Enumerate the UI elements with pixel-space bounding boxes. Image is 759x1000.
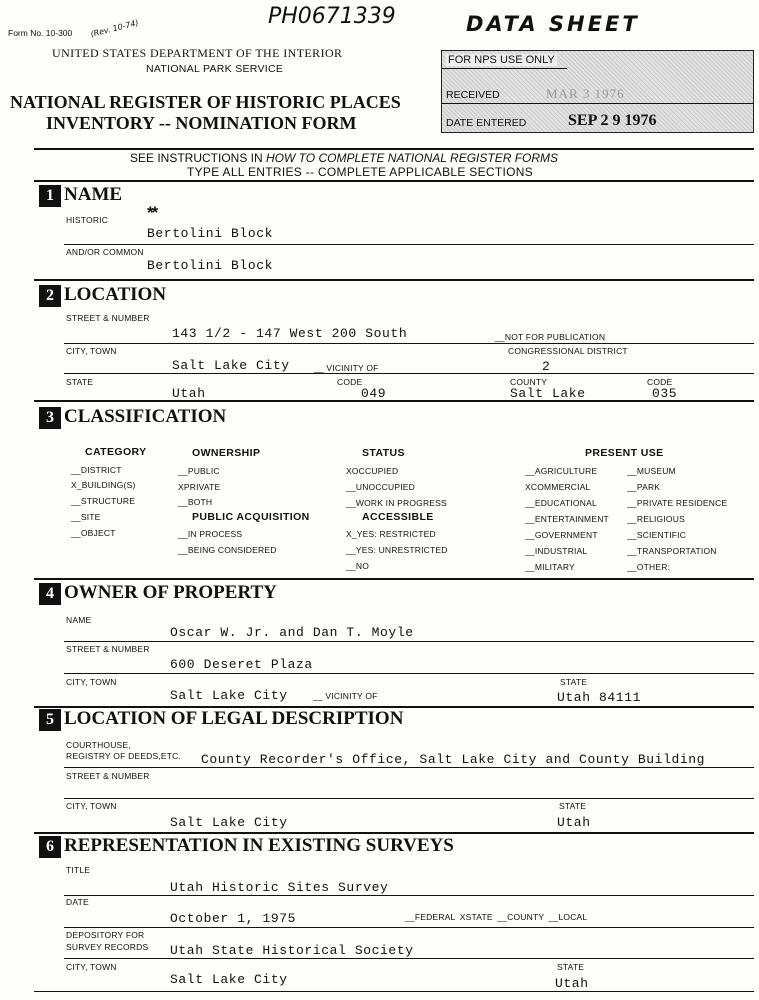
section-1-number: 1 [39,185,61,207]
date-entered-label: DATE ENTERED [446,117,527,129]
ownership-option[interactable]: __PUBLIC [178,466,220,476]
owner-street-rule [64,673,754,674]
section-3-title: CLASSIFICATION [64,406,227,427]
bottom-rule [34,991,754,992]
ownership-option[interactable]: XPRIVATE [178,482,221,492]
owner-street-label: STREET & NUMBER [66,644,150,654]
section-2-number: 2 [39,285,61,307]
owner-vicinity-of: __ VICINITY OF [313,691,378,701]
legal-street-label: STREET & NUMBER [66,771,150,781]
historic-name-value: Bertolini Block [147,226,274,241]
section-6-number: 6 [39,836,61,858]
owner-state-value: Utah 84111 [557,690,642,705]
category-option[interactable]: __SITE [71,512,101,522]
instructions-line1 [130,151,558,165]
survey-date-rule [64,927,754,928]
depository-rule [64,958,754,959]
registry-label: REGISTRY OF DEEDS,ETC. [66,751,182,761]
present-use-option[interactable]: __GOVERNMENT [525,530,598,540]
vicinity-of: __ VICINITY OF [314,363,379,373]
congressional-district-label: CONGRESSIONAL DISTRICT [508,346,628,356]
received-label: RECEIVED [446,89,500,101]
legal-state-value: Utah [557,815,591,830]
form-revision: (Rev. 10-74) [89,18,140,39]
section-6-top-rule [34,832,754,834]
accessible-option[interactable]: __YES: UNRESTRICTED [346,545,448,555]
historic-rule [64,244,754,245]
depository-value: Utah State Historical Society [170,943,414,958]
owner-name-label: NAME [66,615,92,625]
instructions-line2: TYPE ALL ENTRIES -- COMPLETE APPLICABLE SECTIONS [187,165,534,179]
section-6-title: REPRESENTATION IN EXISTING SURVEYS [64,835,454,856]
legal-street-rule [64,798,754,799]
received-rule [442,103,754,104]
instructions-guide-title: HOW TO COMPLETE NATIONAL REGISTER FORMS [266,151,559,165]
present-use-option[interactable]: __INDUSTRIAL [525,546,588,556]
county-code-label: CODE [647,377,673,387]
handwritten-title: DATA SHEET [466,12,640,36]
instructions-prefix: SEE INSTRUCTIONS IN [130,151,267,165]
legal-state-label: STATE [559,801,587,811]
instructions-bottom-rule [34,180,754,182]
code-label: CODE [337,377,363,387]
common-name-value: Bertolini Block [147,258,274,273]
common-name-label: AND/OR COMMON [66,247,144,257]
handwritten-id: PH0671339 [268,4,396,29]
owner-city-value: Salt Lake City [170,688,288,703]
status-option[interactable]: __WORK IN PROGRESS [346,498,447,508]
city-town-value: Salt Lake City [172,358,290,373]
registry-rule [64,767,754,768]
present-use-option[interactable]: __SCIENTIFIC [627,530,687,540]
status-option[interactable]: XOCCUPIED [346,466,399,476]
received-date: MAR 3 1976 [546,86,625,101]
ownership-option[interactable]: __BOTH [178,497,213,507]
section-4-title: OWNER OF PROPERTY [64,582,277,603]
present-use-option[interactable]: __MUSEUM [627,466,676,476]
section-3-top-rule [34,400,754,402]
street-rule [64,343,754,344]
present-use-option[interactable]: XCOMMERCIAL [525,482,591,492]
survey-city-label: CITY, TOWN [66,962,117,972]
section-4-top-rule [34,578,754,580]
courthouse-label: COURTHOUSE, [66,740,131,750]
survey-level-options[interactable]: __FEDERAL XSTATE __COUNTY __LOCAL [405,912,588,922]
acquisition-option[interactable]: __BEING CONSIDERED [178,545,277,555]
survey-title-label: TITLE [66,865,91,875]
present-use-option[interactable]: __PARK [627,482,661,492]
county-code-value: 035 [652,386,678,401]
survey-title-rule [64,895,754,896]
department-name: UNITED STATES DEPARTMENT OF THE INTERIOR [52,46,343,60]
owner-city-label: CITY, TOWN [66,677,117,687]
service-name: NATIONAL PARK SERVICE [146,63,284,75]
instructions-top-rule [34,148,754,150]
acquisition-option[interactable]: __IN PROCESS [178,529,243,539]
street-number-value: 143 1/2 - 147 West 200 South [172,326,408,341]
present-use-option[interactable]: __RELIGIOUS [627,514,685,524]
present-use-option[interactable]: __PRIVATE RESIDENCE [627,498,728,508]
survey-records-label: SURVEY RECORDS [66,942,149,952]
city-town-label: CITY, TOWN [66,346,117,356]
form-number: Form No. 10-300 [8,28,73,38]
present-use-option[interactable]: __MILITARY [525,562,575,572]
historic-mark: ** [147,203,157,222]
present-use-option[interactable]: __AGRICULTURE [525,466,598,476]
ownership-heading: OWNERSHIP [192,447,261,459]
survey-date-value: October 1, 1975 [170,911,297,926]
survey-city-value: Salt Lake City [170,972,288,987]
section-5-title: LOCATION OF LEGAL DESCRIPTION [64,708,404,729]
accessible-heading: ACCESSIBLE [362,511,434,523]
present-use-option[interactable]: __ENTERTAINMENT [525,514,609,524]
survey-date-label: DATE [66,897,89,907]
state-value: Utah [172,386,206,401]
category-option[interactable]: __DISTRICT [71,465,122,475]
present-use-option[interactable]: __EDUCATIONAL [525,498,597,508]
congressional-district-value: 2 [542,359,551,374]
section-5-number: 5 [39,709,61,731]
city-rule [64,373,754,374]
not-for-publication: __NOT FOR PUBLICATION [495,332,606,342]
state-code-value: 049 [361,386,387,401]
present-use-option[interactable]: __TRANSPORTATION [627,546,717,556]
survey-title-value: Utah Historic Sites Survey [170,880,389,895]
section-2-top-rule [34,279,754,281]
category-option[interactable]: __STRUCTURE [71,496,136,506]
status-option[interactable]: __UNOCCUPIED [346,482,415,492]
survey-state-value: Utah [555,976,589,991]
section-2-title: LOCATION [64,284,167,305]
date-entered-value: SEP 2 9 1976 [568,112,657,129]
owner-street-value: 600 Deseret Plaza [170,657,313,672]
accessible-option[interactable]: __NO [346,561,370,571]
public-acquisition-heading: PUBLIC ACQUISITION [192,511,310,523]
accessible-option[interactable]: X_YES: RESTRICTED [346,529,436,539]
category-option[interactable]: X_BUILDING(S) [71,480,136,490]
owner-name-value: Oscar W. Jr. and Dan T. Moyle [170,625,414,640]
depository-label: DEPOSITORY FOR [66,930,145,940]
county-value: Salt Lake [510,386,586,401]
legal-city-value: Salt Lake City [170,815,288,830]
present-use-heading: PRESENT USE [585,447,664,459]
legal-city-label: CITY, TOWN [66,801,117,811]
owner-name-rule [64,641,754,642]
section-1-title: NAME [64,184,123,205]
form-title-line1: NATIONAL REGISTER OF HISTORIC PLACES [10,92,401,112]
category-heading: CATEGORY [85,446,147,458]
category-option[interactable]: __OBJECT [71,528,116,538]
survey-state-label: STATE [557,962,585,972]
owner-state-label: STATE [560,677,588,687]
historic-label: HISTORIC [66,215,109,225]
street-number-label: STREET & NUMBER [66,313,150,323]
county-label: COUNTY [510,377,548,387]
nps-box-label: FOR NPS USE ONLY [448,54,555,66]
nps-label-underline [442,68,567,69]
status-heading: STATUS [362,447,405,459]
registry-value: County Recorder's Office, Salt Lake City and County Building [201,752,706,767]
form-title-line2: INVENTORY -- NOMINATION FORM [46,113,357,133]
section-4-number: 4 [39,583,61,605]
state-label: STATE [66,377,94,387]
section-3-number: 3 [39,407,61,429]
present-use-option[interactable]: __OTHER: [627,562,671,572]
